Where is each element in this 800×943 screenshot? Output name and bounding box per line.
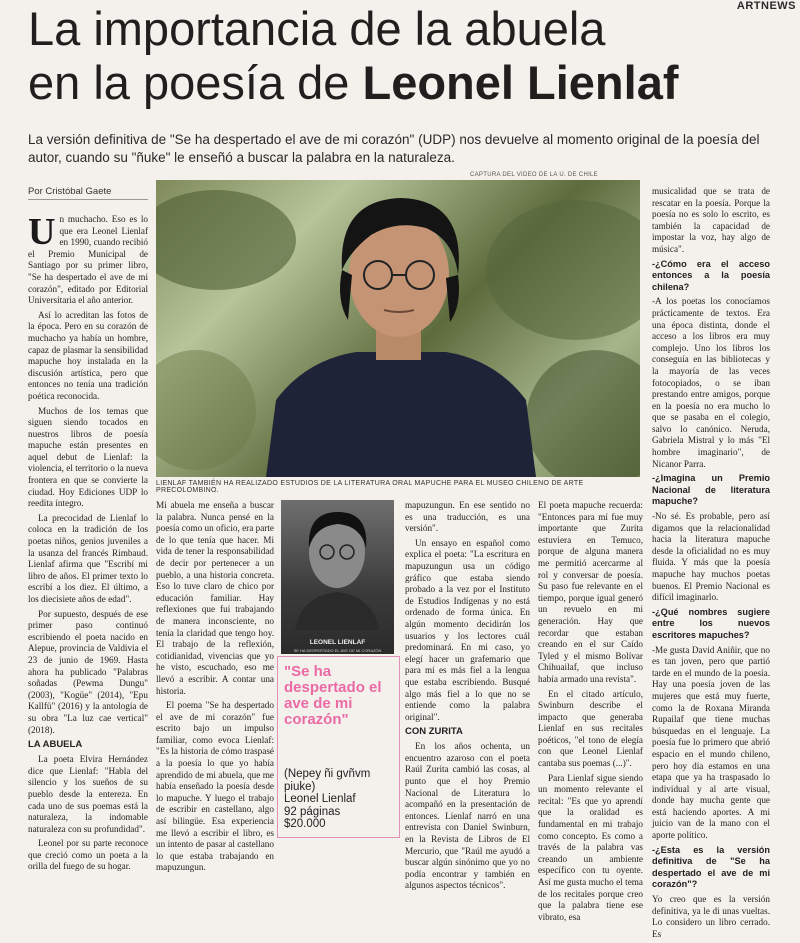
interview-question: -¿Qué nombres sugiere entre los nuevos escritores mapuches?	[652, 606, 770, 640]
column-2	[156, 500, 274, 877]
book-info	[284, 768, 394, 831]
paragraph: mapuzungun. En ese sentido no es una traducción, es una versión".	[405, 500, 530, 534]
book-cover-subtitle: SE HA DESPERTADO EL AVE DE MI CORAZÓN	[293, 648, 382, 653]
paragraph: El poeta mapuche recuerda: "Entonces para mí fue muy importante que Zurita estuviera en Temuco, porque de alguna manera me permitió acercarme al rol y conversar de poesía. Su paso fue relevante en el tiempo, porque igual generó un revuelo en mi generación. Hay que recordar que estaban creando en el sur Caído Tyled y el mismo Bolívar Chihuailaf, que incluso había armado una revista".	[538, 500, 643, 684]
book-author: Leonel Lienlaf	[284, 793, 356, 805]
paragraph: El poema "Se ha despertado el ave de mi corazón" fue escrito bajo un impulso familiar, como evoca Lienlaf: "Es la historia de cómo traspasé a la poesía lo que yo había aprendido de mi abuela, que me había enseñado la poesía desde lo mapuche. Y luego el trabajo de escribir en castellano, algo así bilingüe. Esa experiencia me llevó a escribir el libro, es un intento de pasar al castellano lo que estaba trabajando en mapuzungun.	[156, 700, 274, 873]
paragraph: Por supuesto, después de ese primer paso continuó escribiendo el poeta nacido en Alepue, provincia de Valdivia el 23 de junio de 1969. Hasta ahora ha publicado "Palabras soñadas (Pewma Dungu" (2003), "Kogüe" (2014), "Epu Kallfü" (2016) y la antología de su obra "La luz cae vertical" (2018).	[28, 608, 148, 735]
paragraph: La precocidad de Lienlaf lo coloca en la tradición de los poetas niños, genios juveniles a la usanza del francés Rimbaud. Lienlaf afirma que "Escribí mi libro de años. El primer texto lo escribí a los diez. El último, a los diecisiete años de edad".	[28, 512, 148, 604]
subhead-con-zurita: CON ZURITA	[405, 726, 463, 738]
interview-answer: -Me gusta David Aniñir, que no es tan joven, pero que partió tarde en el mundo de la poesía. Hay una poesía joven de las mujeres que está muy fuerte, como la de Roxana Miranda Rupailaf que tiene muchas búsquedas en el lenguaje. La poesía fue lo primero que abrió espacio en el mundo chileno, pero hoy día estamos en una etapa que ya ha traspasado lo individual y al arte visual, donde hay mucha gente que está haciendo aportes. A mi juicio van de la mano con el aporte político.	[652, 644, 770, 841]
book-native-title: (Nepey ñi gvñvm piuke)	[284, 768, 371, 793]
interview-question: -¿Cómo era el acceso entonces a la poesía chilena?	[652, 258, 770, 292]
book-cover	[281, 500, 394, 654]
book-cover-author: LEONEL LIENLAF	[309, 639, 366, 646]
column-4	[538, 500, 643, 926]
book-price: $20.000	[284, 818, 326, 830]
headline-line-2-plain: en la poesía de	[28, 56, 363, 109]
paragraph: musicalidad que se trata de rescatar en la poesía. Porque la poesía no es solo lo escrito, es también la capacidad de impostar la voz, hay algo de música".	[652, 186, 770, 254]
book-cover-portrait	[281, 500, 394, 630]
interview-question: -¿Esta es la versión definitiva de "Se ha despertado el ave de mi corazón"?	[652, 844, 770, 890]
paragraph: Así lo acreditan las fotos de la época. Pero en su corazón de muchacho ya había un hombre, capaz de plasmar la sensibilidad mapuche hoy instalada en la discusión artística, pero que entonces no tenía una tradición poética reconocida.	[28, 309, 148, 401]
drop-cap: U	[28, 211, 56, 253]
headline	[28, 2, 788, 110]
byline-rule	[28, 199, 148, 200]
author-portrait-illustration	[156, 180, 640, 477]
paragraph: La poeta Elvira Hernández dice que Lienlaf: "Habla del silencio y los sueños de su pueblo desde la entereza. En cada uno de sus poemas está la naturaleza, la indomable naturaleza con su profundidad".	[28, 754, 148, 834]
column-5	[652, 186, 770, 943]
paragraph: Muchos de los temas que siguen siendo tocados en nuestros libros de poesía mapuche están presentes en aquel debut de Lienlaf: la violencia, el territorio o la nueva frontera en que se convierte la ciudad. Hoy Ediciones UDP lo reedita íntegro.	[28, 405, 148, 509]
interview-answer: -No sé. Es probable, pero así digamos que la relacionalidad hacia la literatura mapuche desde la oficialidad no es muy fluida. Y más que la poesía mapuche hay muchos poetas buenos. El Premio Nacional es difícil imaginarlo.	[652, 511, 770, 603]
paragraph: Para Lienlaf sigue siendo un momento relevante el recital: "Es que yo aprendí que la oralidad es fundamental en mi trabajo como concepto. Es como a través de la palabra vas creando un ambiente específico con tu oyente. Así me gusta mucho el tema de los recitales porque creo que la palabra tiene ese vibrato, esa	[538, 772, 643, 922]
headline-line-1: La importancia de la abuela	[28, 2, 606, 55]
paragraph: En el citado artículo, Swinburn describe el impacto que generaba Lienlaf en sus recitales poéticos, "el tono de elegía con que Leonel Lienlaf cantaba sus poemas (...)".	[538, 688, 643, 769]
photo-caption: LIENLAF TAMBIÉN HA REALIZADO ESTUDIOS DE LA LITERATURA ORAL MAPUCHE PARA EL MUSEO CHILENO DE ARTE PRECOLOMBINO.	[156, 480, 584, 494]
byline: Por Cristóbal Gaete	[28, 186, 112, 197]
column-1	[28, 211, 148, 876]
headline-line-2-bold: Leonel Lienlaf	[362, 56, 679, 109]
paragraph: Leonel por su parte reconoce que creció como un poeta a la orilla del fuego de su hogar.	[28, 838, 148, 872]
section-tag: ARTNEWS	[736, 0, 796, 12]
book-pages: 92 páginas	[284, 805, 341, 818]
interview-answer: -A los poetas los conocíamos prácticamente de textos. Era una época distinta, donde el acceso a los libros era muy complejo. Uno los libros los conseguía en las bibliotecas y la mayoría de las veces fotocopiados, o se iban prestando entre amigos, porque en la poesía no era mucho lo que se pasaba en el colegio, salvo lo canónico. Neruda, Gabriela Mistral y lo más "El hombre imaginario", de Nicanor Parra.	[652, 296, 770, 469]
paragraph: Un muchacho. Eso es lo que era Leonel Lienlaf en 1990, cuando recibió el Premio Municipal de Santiago por su primer libro, "Se ha despertado el ave de mi corazón", editado por Editorial Universitaria el año anterior.	[28, 211, 148, 306]
paragraph: Un ensayo en español como explica el poeta: "La escritura en mapuzungun usa un código gráfico que estaba siendo probado a la vez por el Instituto de Estudios Indígenas y no está ordenado de forma única. En algún momento decidirán los usuarios y los lectores cuál predominará. En mi caso, yo elegí hacer un grafemario que para mí es más fiel a la lengua que estaba escribiendo. Busqué algo más fiel a lo que no se entiende como la palabra original".	[405, 537, 530, 722]
interview-question: -¿Imagina un Premio Nacional de literatura mapuche?	[652, 473, 770, 507]
paragraph: Mi abuela me enseña a buscar la palabra. Nunca pensé en la poesía como un oficio, era parte de lo que tenía que hacer. Mi vida de tener la responsabilidad de decir por pertenecer a un pueblo, a una historia concreta. Eso lo tuve claro de chico por educación familiar. Hay reflexiones que fui trabajando de manera inconsciente, no tenía la claridad que tengo hoy. El trabajo de la reflexión, cotidianidad, vivencias que yo he visto, escuchado, eso me llevó a escribir. A contar una historia.	[156, 500, 274, 696]
deck: La versión definitiva de "Se ha despertado el ave de mi corazón" (UDP) nos devuelve al momento original de la poesía del autor, cuando su "ñuke" le enseñó a buscar la palabra en la naturaleza.	[28, 132, 760, 165]
paragraph: En los años ochenta, un encuentro azaroso con el poeta Raúl Zurita cambió las cosas, al punto que el hoy Premio Nacional de Literatura lo acompañó en la presentación de entonces. Lienlaf narró en una entrevista con Daniel Swinburn, en la Revista de Libros de El Mercurio, que "Raúl me ayudó a buscar algún sinónimo que yo no podía encontrar y también en algunos aspectos técnicos".	[405, 741, 530, 891]
book-title-quote: "Se ha despertado el ave de mi corazón"	[284, 663, 382, 728]
interview-answer: Yo creo que es la versión definitiva, ya le di unas vueltas. Lo considero un libro cerrado. Es	[652, 894, 770, 939]
column-3	[405, 500, 530, 895]
subhead-la-abuela: LA ABUELA	[28, 739, 83, 751]
author-photo	[156, 180, 640, 477]
photo-credit: CAPTURA DEL VIDEO DE LA U. DE CHILE	[470, 172, 598, 178]
